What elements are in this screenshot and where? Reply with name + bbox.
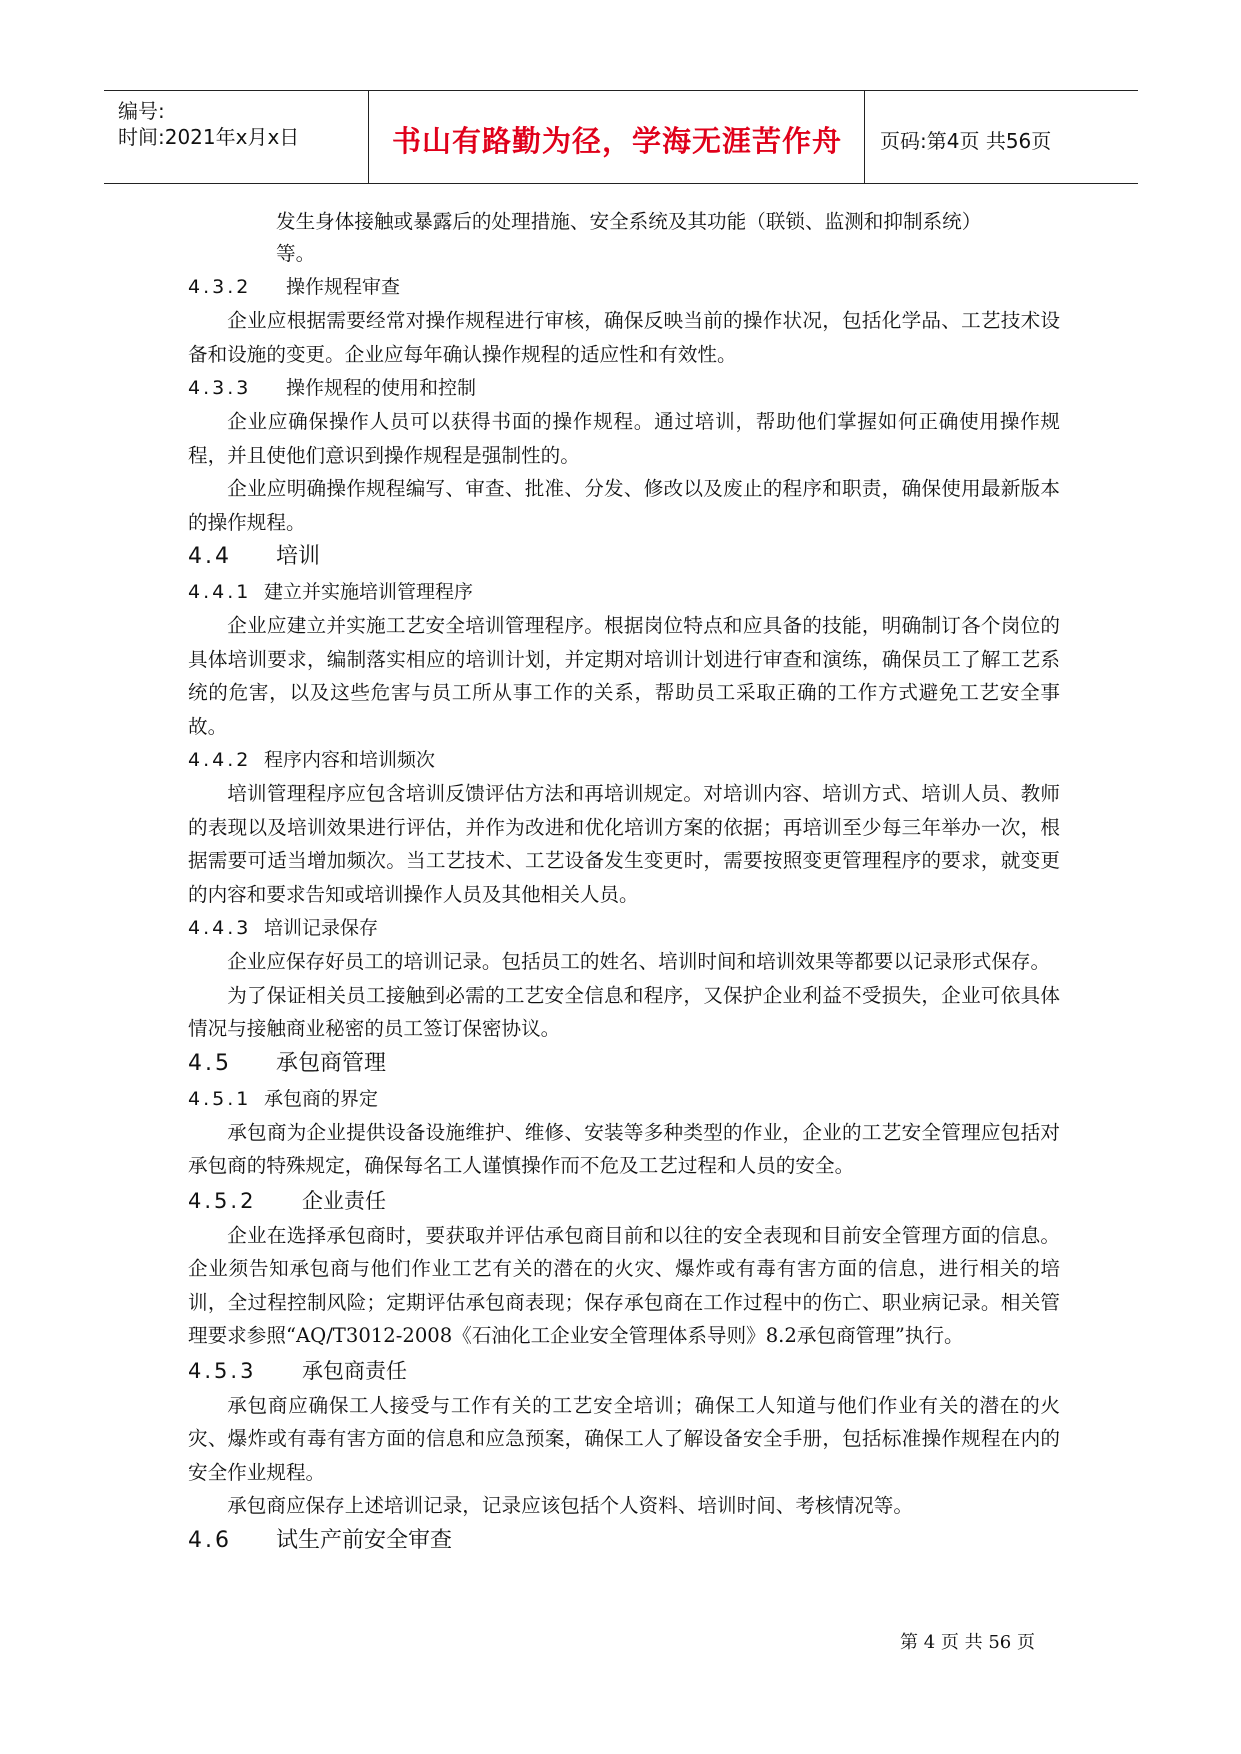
section-heading-4-4-3 [188,911,1060,945]
section-number: 4.5.1 [188,1087,252,1110]
section-heading-4-3-2 [188,270,1060,304]
section-heading-4-4 [188,539,1060,575]
section-number: 4.5 [188,1050,232,1076]
section-title: 培训 [276,544,321,569]
page-footer: 第 4 页 共 56 页 [900,1632,1035,1653]
document-time-label: 时间:2021年x月x日 [118,125,300,149]
paragraph: 承包商为企业提供设备设施维护、维修、安装等多种类型的作业，企业的工艺安全管理应包括对承包商的特殊规定，确保每名工人谨慎操作而不危及工艺过程和人员的安全。 [188,1120,1060,1177]
header-page-label: 页码:第4页 共56页 [880,129,1052,153]
section-number: 4.4.1 [188,581,252,603]
header-motto: 书山有路勤为径，学海无涯苦作舟 [391,124,842,158]
paragraph: 企业应明确操作规程编写、审查、批准、分发、修改以及废止的程序和职责，确保使用最新版本的操作规程。 [188,477,1060,534]
paragraph: 企业应保存好员工的培训记录。包括员工的姓名、培训时间和培训效果等都要以记录形式保存。 [227,950,1051,973]
section-number: 4.6 [188,1527,232,1553]
section-title: 试生产前安全审查 [276,1527,453,1553]
section-title: 企业责任 [302,1188,386,1213]
paragraph: 企业应确保操作人员可以获得书面的操作规程。通过培训，帮助他们掌握如何正确使用操作规程，并且使他们意识到操作规程是强制性的。 [188,410,1060,467]
section-heading-4-4-1 [188,575,1060,609]
section-number: 4.5.3 [188,1358,257,1383]
header-page-cell [866,91,1138,183]
paragraph: 培训管理程序应包含培训反馈评估方法和再培训规定。对培训内容、培训方式、培训人员、教师的表现以及培训效果进行评估，并作为改进和优化培训方案的依据；再培训至少每三年举办一次，根据需要可适当增加频次。当工艺技术、工艺设备发生变更时，需要按照变更管理程序的要求，就变更的内容和要求告知或培训操作人员及其他相关人员。 [188,782,1060,906]
section-heading-4-5-2 [188,1183,1060,1219]
section-heading-4-6 [188,1523,1060,1559]
section-title: 培训记录保存 [264,917,379,939]
document-body [188,205,1060,1559]
paragraph: 承包商应确保工人接受与工作有关的工艺安全培训；确保工人知道与他们作业有关的潜在的火灾、爆炸或有毒有害方面的信息和应急预案，确保工人了解设备安全手册，包括标准操作规程在内的安全作业规程。 [188,1393,1060,1484]
paragraph: 企业应根据需要经常对操作规程进行审核，确保反映当前的操作状况，包括化学品、工艺技术设备和设施的变更。企业应每年确认操作规程的适应性和有效性。 [188,309,1060,366]
section-title: 建立并实施培训管理程序 [264,581,474,603]
section-number: 4.4 [188,544,232,569]
header-motto-cell [370,91,865,183]
section-title: 操作规程审查 [286,276,401,298]
section-number: 4.4.3 [188,917,252,939]
section-number: 4.3.3 [188,377,252,399]
section-heading-4-3-3 [188,371,1060,405]
section-heading-4-5-1 [188,1082,1060,1116]
section-title: 承包商责任 [302,1358,407,1383]
section-title: 承包商管理 [276,1050,387,1076]
paragraph: 承包商应保存上述培训记录，记录应该包括个人资料、培训时间、考核情况等。 [227,1494,913,1517]
section-number: 4.4.2 [188,749,252,771]
section-number: 4.5.2 [188,1188,257,1213]
section-heading-4-5 [188,1046,1060,1082]
paragraph: 企业在选择承包商时，要获取并评估承包商目前和以往的安全表现和目前安全管理方面的信息。企业须告知承包商与他们作业工艺有关的潜在的火灾、爆炸或有毒有害方面的信息，进行相关的培训，全过程控制风险；定期评估承包商表现；保存承包商在工作过程中的伤亡、职业病记录。相关管理要求参照“AQ/T3012-2008《石油化工企业安全管理体系导则》8.2承包商管理”执行。 [188,1223,1060,1347]
section-title: 承包商的界定 [264,1087,379,1110]
paragraph: 等。 [276,241,316,265]
document-number-label: 编号: [118,99,165,123]
page-header [104,90,1138,184]
paragraph: 企业应建立并实施工艺安全培训管理程序。根据岗位特点和应具备的技能，明确制订各个岗位的具体培训要求，编制落实相应的培训计划，并定期对培训计划进行审查和演练，确保员工了解工艺系统的危害，以及这些危害与员工所从事工作的关系，帮助员工采取正确的工作方式避免工艺安全事故。 [188,614,1060,738]
section-number: 4.3.2 [188,276,252,298]
section-heading-4-5-3 [188,1353,1060,1389]
header-meta [104,91,369,183]
paragraph: 为了保证相关员工接触到必需的工艺安全信息和程序，又保护企业利益不受损失，企业可依具体情况与接触商业秘密的员工签订保密协议。 [188,983,1060,1040]
section-heading-4-4-2 [188,743,1060,777]
section-title: 操作规程的使用和控制 [286,377,477,399]
section-title: 程序内容和培训频次 [264,749,436,771]
paragraph: 发生身体接触或暴露后的处理措施、安全系统及其功能（联锁、监测和抑制系统） [276,210,982,233]
